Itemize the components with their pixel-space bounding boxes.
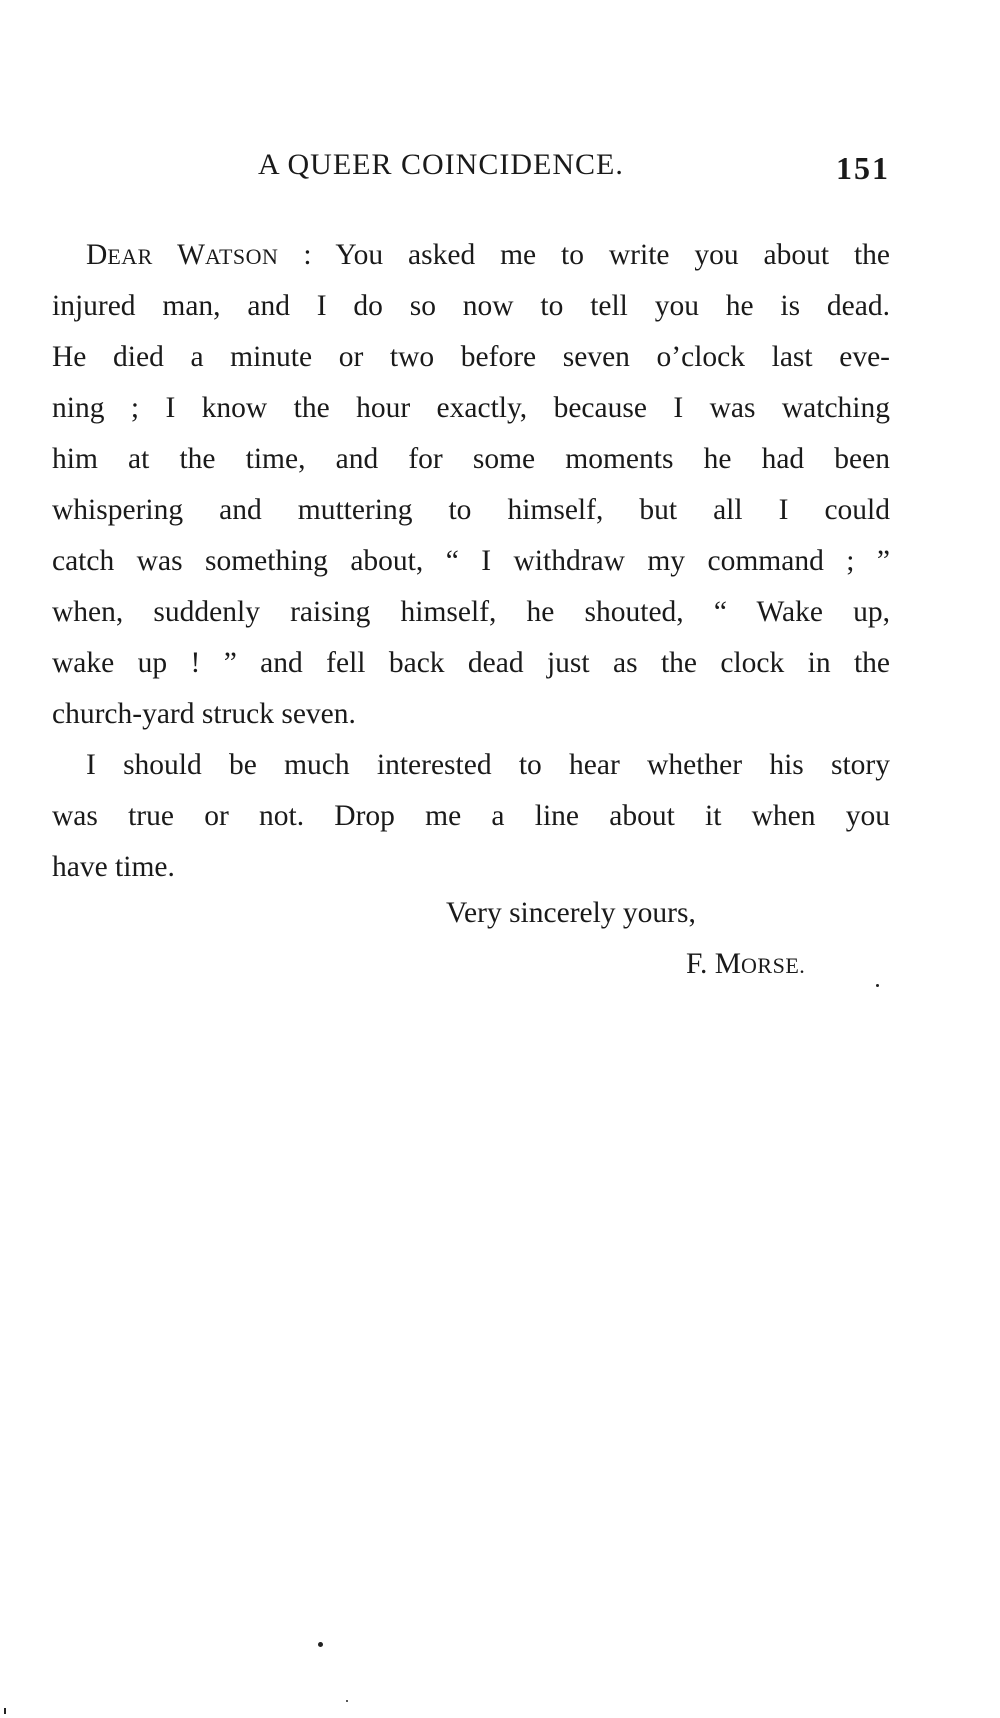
salutation: DEAR WATSON : bbox=[86, 239, 312, 271]
letter-line: have time. bbox=[52, 851, 175, 883]
valediction: Very sincerely yours, bbox=[446, 897, 696, 929]
letter-line: DEAR WATSON : You asked me to write you about the bbox=[86, 239, 890, 271]
letter-closing bbox=[52, 888, 890, 991]
letter-line: church-yard struck seven. bbox=[52, 698, 356, 730]
ink-speck bbox=[876, 984, 879, 987]
letter-line: ning ; I know the hour exactly, because I was watching bbox=[52, 392, 890, 424]
letter-line: He died a minute or two before seven o’clock last eve- bbox=[52, 341, 890, 373]
letter-line: I should be much interested to hear whether his story bbox=[86, 749, 890, 781]
letter-line: whispering and muttering to himself, but all I could bbox=[52, 494, 890, 526]
running-title: A QUEER COINCIDENCE. bbox=[258, 148, 624, 181]
signature: F. MORSE. bbox=[686, 948, 806, 980]
letter-line: wake up ! ” and fell back dead just as the clock in the bbox=[52, 647, 890, 679]
letter-line: injured man, and I do so now to tell you he is dead. bbox=[52, 290, 890, 322]
ink-speck bbox=[318, 1642, 323, 1647]
letter-line: him at the time, and for some moments he had been bbox=[52, 443, 890, 475]
letter-line: catch was something about, “ I withdraw my command ; ” bbox=[52, 545, 890, 577]
ink-speck bbox=[4, 1708, 6, 1714]
page-number: 151 bbox=[836, 150, 890, 186]
letter-body bbox=[52, 230, 890, 893]
running-head bbox=[52, 148, 890, 188]
letter-line: when, suddenly raising himself, he shouted, “ Wake up, bbox=[52, 596, 890, 628]
ink-speck bbox=[346, 1700, 348, 1702]
letter-line: was true or not. Drop me a line about it when you bbox=[52, 800, 890, 832]
